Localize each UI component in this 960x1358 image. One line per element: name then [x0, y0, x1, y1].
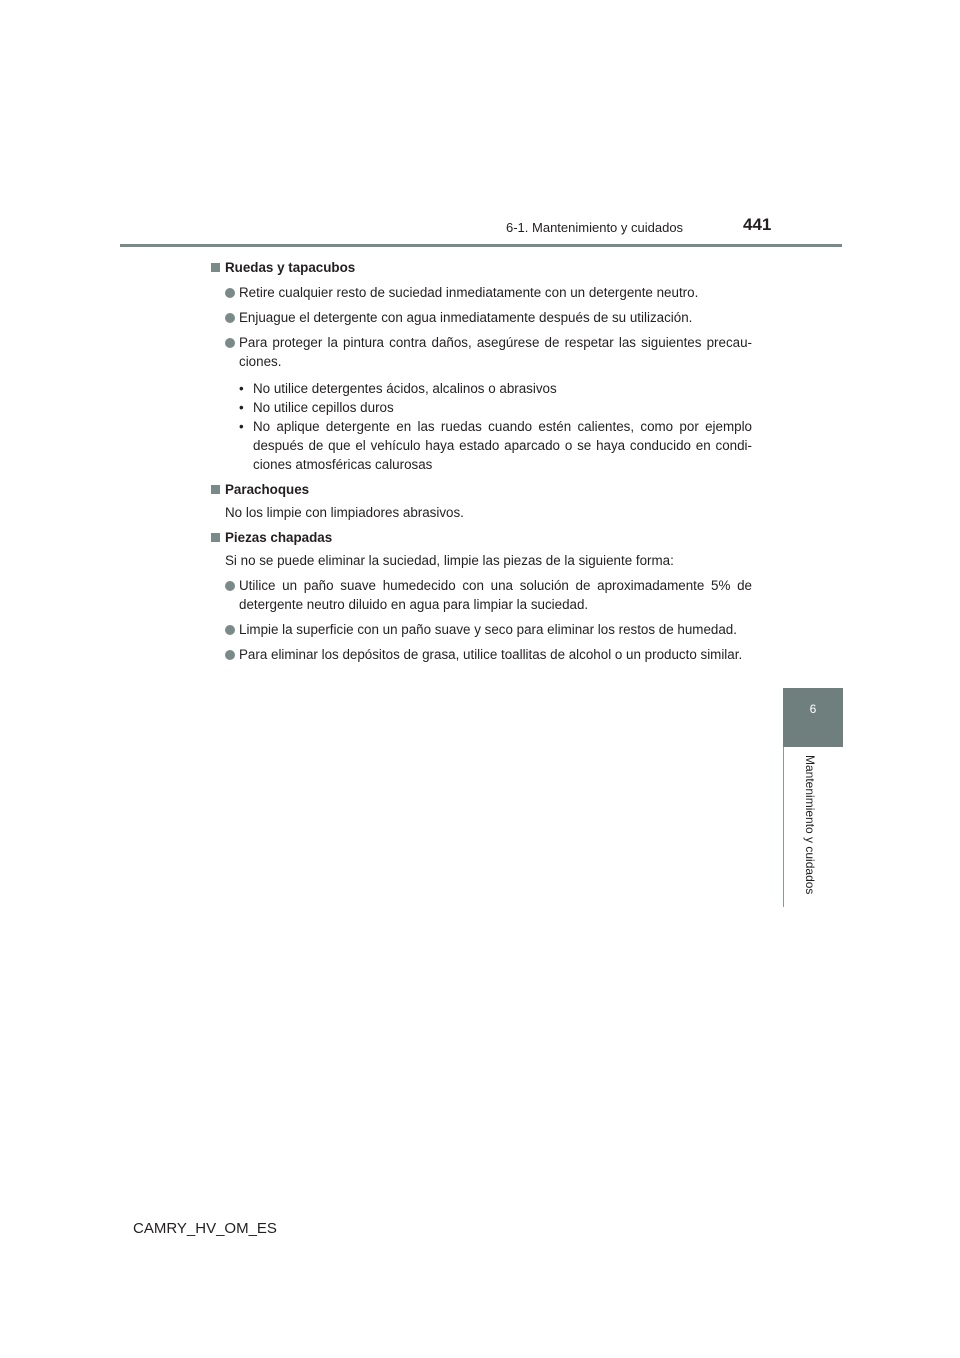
list-item-text: Utilice un paño suave humedecido con una solución de aproximadamente 5% de detergente neutro diluido en agua para limpiar la suciedad.: [239, 578, 752, 612]
sub-list-item: [239, 379, 752, 398]
list-item: [210, 576, 752, 614]
sub-list-item: [239, 417, 752, 474]
list-item-text: Para eliminar los depósitos de grasa, utilice toallitas de alcohol o un producto similar.: [239, 647, 743, 662]
chapter-label: Mantenimiento y cuidados: [803, 755, 817, 895]
circle-bullet-icon: [225, 288, 235, 298]
list-item-text: Retire cualquier resto de suciedad inmediatamente con un detergente neutro.: [239, 285, 699, 300]
circle-bullet-icon: [225, 625, 235, 635]
header-section-title: 6-1. Mantenimiento y cuidados: [506, 220, 684, 235]
dot-bullet-icon: •: [239, 381, 244, 396]
sub-list-item-text: No aplique detergente en las ruedas cuando estén calientes, como por ejemplo después de que el vehículo haya estado aparcado o se haya conducido en condi-ciones atmosféricas calurosas: [253, 419, 752, 472]
section-paragraph: Si no se puede eliminar la suciedad, limpie las piezas de la siguiente forma:: [225, 553, 674, 568]
page-number: 441: [743, 215, 772, 234]
section-paragraph: No los limpie con limpiadores abrasivos.: [225, 505, 464, 520]
sub-list-item-text: No utilice cepillos duros: [253, 400, 394, 415]
list-item: [210, 333, 752, 371]
square-bullet-icon: [211, 485, 220, 494]
list-item-text: Enjuague el detergente con agua inmediatamente después de su utilización.: [239, 310, 693, 325]
sub-list-item: [239, 398, 752, 417]
dot-bullet-icon: •: [239, 419, 244, 434]
section-heading-piezas: [210, 528, 752, 547]
side-divider: [783, 747, 784, 907]
chapter-tab: [783, 688, 843, 747]
section-title: Piezas chapadas: [225, 530, 333, 545]
list-item: [210, 308, 752, 327]
page-content: [210, 254, 752, 664]
circle-bullet-icon: [225, 313, 235, 323]
square-bullet-icon: [211, 263, 220, 272]
sub-list-item-text: No utilice detergentes ácidos, alcalinos o abrasivos: [253, 381, 557, 396]
section-heading-ruedas: [210, 258, 752, 277]
circle-bullet-icon: [225, 581, 235, 591]
square-bullet-icon: [211, 533, 220, 542]
circle-bullet-icon: [225, 338, 235, 348]
section-title: Ruedas y tapacubos: [225, 260, 356, 275]
list-item: [210, 283, 752, 302]
circle-bullet-icon: [225, 650, 235, 660]
dot-bullet-icon: •: [239, 400, 244, 415]
list-item-text: Limpie la superficie con un paño suave y seco para eliminar los restos de humedad.: [239, 622, 737, 637]
list-item-text: Para proteger la pintura contra daños, asegúrese de respetar las siguientes precau-ciones.: [239, 335, 752, 369]
chapter-number: 6: [809, 702, 817, 716]
list-item: [210, 620, 752, 639]
section-title: Parachoques: [225, 482, 310, 497]
section-heading-parachoques: [210, 480, 752, 499]
list-item: [210, 645, 752, 664]
header-divider: [120, 244, 842, 247]
sub-list: [210, 379, 752, 474]
document-code: CAMRY_HV_OM_ES: [133, 1220, 277, 1237]
